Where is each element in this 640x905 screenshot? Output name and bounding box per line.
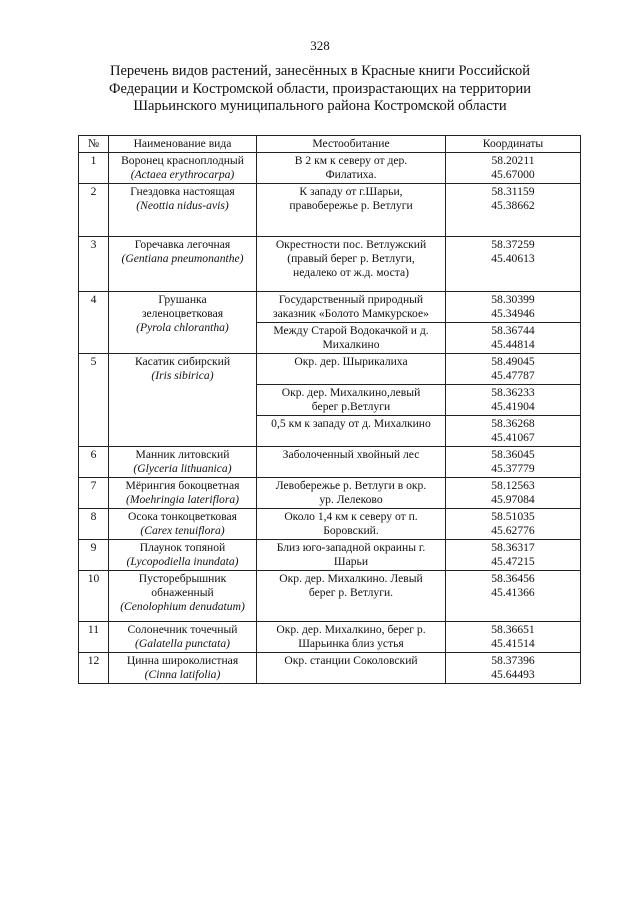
row-number: 7: [79, 478, 109, 509]
longitude-value: 45.97084: [491, 493, 535, 506]
row-number: 2: [79, 184, 109, 237]
species-latin-name: (Gentiana pneumonanthe): [121, 252, 244, 265]
habitat-text: Боровский.: [323, 524, 379, 537]
latitude-value: 58.30399: [491, 293, 535, 306]
species-name-cell: [109, 354, 257, 447]
species-latin-name: (Lycopodiella inundata): [126, 555, 239, 568]
latitude-value: 58.49045: [491, 355, 535, 368]
habitat-cell: [257, 478, 446, 509]
habitat-cell: [257, 184, 446, 237]
longitude-value: 45.38662: [491, 199, 535, 212]
habitat-text: Государственный природный: [278, 293, 424, 306]
habitat-text: Окр. дер. Михалкино, берег р.: [276, 623, 426, 636]
table-row: [79, 354, 581, 385]
species-name: Касатик сибирский: [134, 355, 231, 368]
species-name: Осока тонкоцветковая: [127, 510, 238, 523]
species-latin-name: (Carex tenuiflora): [140, 524, 225, 537]
species-name-cell: [109, 447, 257, 478]
species-name: Горечавка легочная: [134, 238, 231, 251]
species-name-cell: [109, 153, 257, 184]
habitat-text: недалеко от ж.д. моста): [292, 266, 409, 279]
species-name-cell: [109, 478, 257, 509]
species-latin-name: (Glyceria lithuanica): [133, 462, 232, 475]
title-line: Шарьинского муниципального района Костромской области: [133, 98, 507, 114]
coordinates-cell: [446, 622, 581, 653]
species-table: [78, 135, 581, 684]
species-name-cell: [109, 184, 257, 237]
longitude-value: 45.67000: [491, 168, 535, 181]
table-row: [79, 478, 581, 509]
habitat-text: Окрестности пос. Ветлужский: [275, 238, 427, 251]
latitude-value: 58.36456: [491, 572, 535, 585]
species-name: обнаженный: [151, 586, 214, 599]
species-name: Воронец красноплодный: [121, 154, 244, 167]
species-name: зеленоцветковая: [141, 307, 224, 320]
row-number: 10: [79, 571, 109, 622]
habitat-cell: [257, 292, 446, 323]
latitude-value: 58.36233: [491, 386, 535, 399]
longitude-value: 45.64493: [491, 668, 535, 681]
table-row: [79, 292, 581, 323]
habitat-cell: [257, 153, 446, 184]
column-header-species-name: Наименование вида: [109, 136, 257, 153]
habitat-cell: [257, 416, 446, 447]
table-row: [79, 540, 581, 571]
latitude-value: 58.37396: [491, 654, 535, 667]
latitude-value: 58.51035: [491, 510, 535, 523]
coordinates-cell: [446, 509, 581, 540]
species-latin-name: (Actaea erythrocarpa): [130, 168, 235, 181]
latitude-value: 58.31159: [491, 185, 535, 198]
table-row: [79, 237, 581, 292]
habitat-text: Окр. дер. Михалкино,левый: [281, 386, 421, 399]
column-header-habitat: Местообитание: [257, 136, 446, 153]
latitude-value: 58.36317: [491, 541, 535, 554]
row-number: 12: [79, 653, 109, 684]
species-name-cell: [109, 540, 257, 571]
habitat-text: Около 1,4 км к северу от п.: [284, 510, 418, 523]
species-name: Гнездовка настоящая: [130, 185, 235, 198]
coordinates-cell: [446, 540, 581, 571]
table-row: [79, 622, 581, 653]
species-latin-name: (Cenolophium denudatum): [120, 600, 245, 613]
habitat-cell: [257, 354, 446, 385]
table-body: [79, 153, 581, 684]
page-number: 328: [310, 38, 330, 53]
latitude-value: 58.12563: [491, 479, 535, 492]
species-latin-name: (Cinna latifolia): [144, 668, 221, 681]
habitat-text: берег р. Ветлуги.: [308, 586, 394, 599]
habitat-text: заказник «Болото Мамкурское»: [273, 307, 429, 320]
row-number: 6: [79, 447, 109, 478]
habitat-text: Шарьи: [333, 555, 369, 568]
species-name: Мёрингия бокоцветная: [125, 479, 240, 492]
longitude-value: 45.37779: [491, 462, 535, 475]
species-name: Солонечник точечный: [127, 623, 238, 636]
longitude-value: 45.41514: [491, 637, 535, 650]
species-latin-name: (Neottia nidus-avis): [136, 199, 229, 212]
latitude-value: 58.37259: [491, 238, 535, 251]
coordinates-cell: [446, 184, 581, 237]
habitat-cell: [257, 237, 446, 292]
species-name-cell: [109, 571, 257, 622]
habitat-text: Близ юго-западной окраины г.: [276, 541, 426, 554]
habitat-cell: [257, 447, 446, 478]
coordinates-cell: [446, 292, 581, 323]
habitat-text: Окр. дер. Михалкино. Левый: [279, 572, 423, 585]
species-name: Цинна широколистная: [126, 654, 239, 667]
longitude-value: 45.47787: [491, 369, 535, 382]
habitat-text: Между Старой Водокачкой и д.: [273, 324, 429, 337]
latitude-value: 58.36268: [491, 417, 535, 430]
row-number: 5: [79, 354, 109, 447]
species-name: Грушанка: [158, 293, 207, 306]
longitude-value: 45.34946: [491, 307, 535, 320]
latitude-value: 58.36651: [491, 623, 535, 636]
coordinates-cell: [446, 354, 581, 385]
table-row: [79, 447, 581, 478]
habitat-text: Окр. станции Соколовский: [284, 654, 418, 667]
habitat-text: берег р.Ветлуги: [311, 400, 391, 413]
coordinates-cell: [446, 447, 581, 478]
species-latin-name: (Moehringia lateriflora): [125, 493, 240, 506]
row-number: 11: [79, 622, 109, 653]
row-number: 4: [79, 292, 109, 354]
species-latin-name: (Galatella punctata): [135, 637, 230, 650]
species-name-cell: [109, 292, 257, 354]
table-row: [79, 509, 581, 540]
habitat-text: Левобережье р. Ветлуги в окр.: [275, 479, 427, 492]
habitat-cell: [257, 323, 446, 354]
species-name-cell: [109, 237, 257, 292]
latitude-value: 58.20211: [491, 154, 535, 167]
species-name: Пусторебрышник: [138, 572, 227, 585]
coordinates-cell: [446, 237, 581, 292]
habitat-text: Заболоченный хвойный лес: [282, 448, 420, 461]
page-title: [70, 63, 570, 116]
column-header-number: №: [79, 136, 109, 153]
species-name-cell: [109, 622, 257, 653]
coordinates-cell: [446, 416, 581, 447]
row-number: 8: [79, 509, 109, 540]
coordinates-cell: [446, 323, 581, 354]
coordinates-cell: [446, 385, 581, 416]
habitat-text: правобережье р. Ветлуги: [289, 199, 413, 212]
title-line: Перечень видов растений, занесённых в Красные книги Российской: [110, 63, 530, 79]
longitude-value: 45.41366: [491, 586, 535, 599]
longitude-value: 45.41067: [491, 431, 535, 444]
habitat-cell: [257, 571, 446, 622]
habitat-text: Филатиха.: [325, 168, 377, 181]
habitat-text: Шарьинка близ устья: [298, 637, 404, 650]
coordinates-cell: [446, 653, 581, 684]
longitude-value: 45.44814: [491, 338, 535, 351]
row-number: 9: [79, 540, 109, 571]
table-row: [79, 653, 581, 684]
habitat-cell: [257, 622, 446, 653]
coordinates-cell: [446, 571, 581, 622]
habitat-text: Михалкино: [322, 338, 380, 351]
habitat-cell: [257, 385, 446, 416]
row-number: 1: [79, 153, 109, 184]
habitat-text: В 2 км к северу от дер.: [294, 154, 408, 167]
latitude-value: 58.36744: [491, 324, 535, 337]
table-row: [79, 571, 581, 622]
table-row: [79, 184, 581, 237]
habitat-text: ур. Лелеково: [319, 493, 383, 506]
habitat-text: К западу от г.Шарьи,: [299, 185, 403, 198]
table-header-row: [79, 136, 581, 153]
longitude-value: 45.47215: [491, 555, 535, 568]
row-number: 3: [79, 237, 109, 292]
coordinates-cell: [446, 478, 581, 509]
title-line: Федерации и Костромской области, произрастающих на территории: [109, 80, 531, 97]
habitat-cell: [257, 653, 446, 684]
species-latin-name: (Pyrola chlorantha): [136, 321, 229, 334]
longitude-value: 45.62776: [491, 524, 535, 537]
species-name: Плаунок топяной: [139, 541, 226, 554]
species-latin-name: (Iris sibirica): [151, 369, 214, 382]
species-name-cell: [109, 653, 257, 684]
column-header-coordinates: Координаты: [446, 136, 581, 153]
habitat-cell: [257, 509, 446, 540]
habitat-cell: [257, 540, 446, 571]
latitude-value: 58.36045: [491, 448, 535, 461]
habitat-text: (правый берег р. Ветлуги,: [287, 252, 415, 265]
coordinates-cell: [446, 153, 581, 184]
longitude-value: 45.40613: [491, 252, 535, 265]
habitat-text: Окр. дер. Шырикалиха: [294, 355, 408, 368]
species-name-cell: [109, 509, 257, 540]
longitude-value: 45.41904: [491, 400, 535, 413]
species-name: Манник литовский: [135, 448, 230, 461]
table-row: [79, 153, 581, 184]
habitat-text: 0,5 км к западу от д. Михалкино: [271, 417, 431, 430]
